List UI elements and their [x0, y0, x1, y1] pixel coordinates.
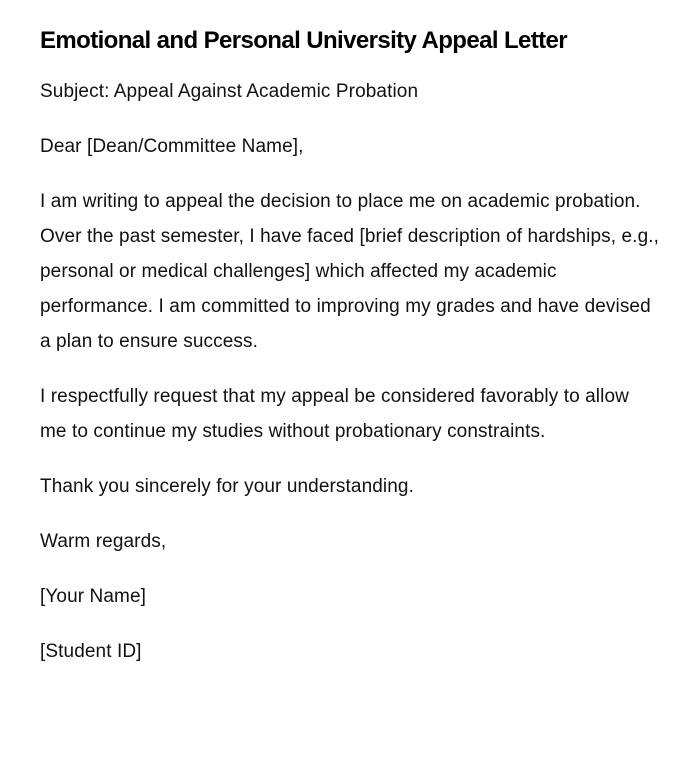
letter-body-paragraph: I respectfully request that my appeal be considered favorably to allow me to continue my studies without probationary constraints. [40, 386, 629, 442]
letter-signature-name: [Your Name] [40, 586, 147, 607]
letter-body-paragraph: I am writing to appeal the decision to place me on academic probation. Over the past semester, I have faced [brief description of hardships, e.g., personal or medical challenges] which affected my academic performance. I am committed to improving my grades and have devised a plan to ensure success. [40, 191, 659, 352]
letter-closing: Warm regards, [40, 531, 167, 552]
letter-body-paragraph: Thank you sincerely for your understanding. [40, 476, 414, 497]
letter-student-id: [Student ID] [40, 641, 142, 662]
letter-title: Emotional and Personal University Appeal Letter [40, 27, 568, 54]
letter-salutation: Dear [Dean/Committee Name], [40, 136, 304, 157]
letter-subject: Subject: Appeal Against Academic Probation [40, 81, 419, 102]
